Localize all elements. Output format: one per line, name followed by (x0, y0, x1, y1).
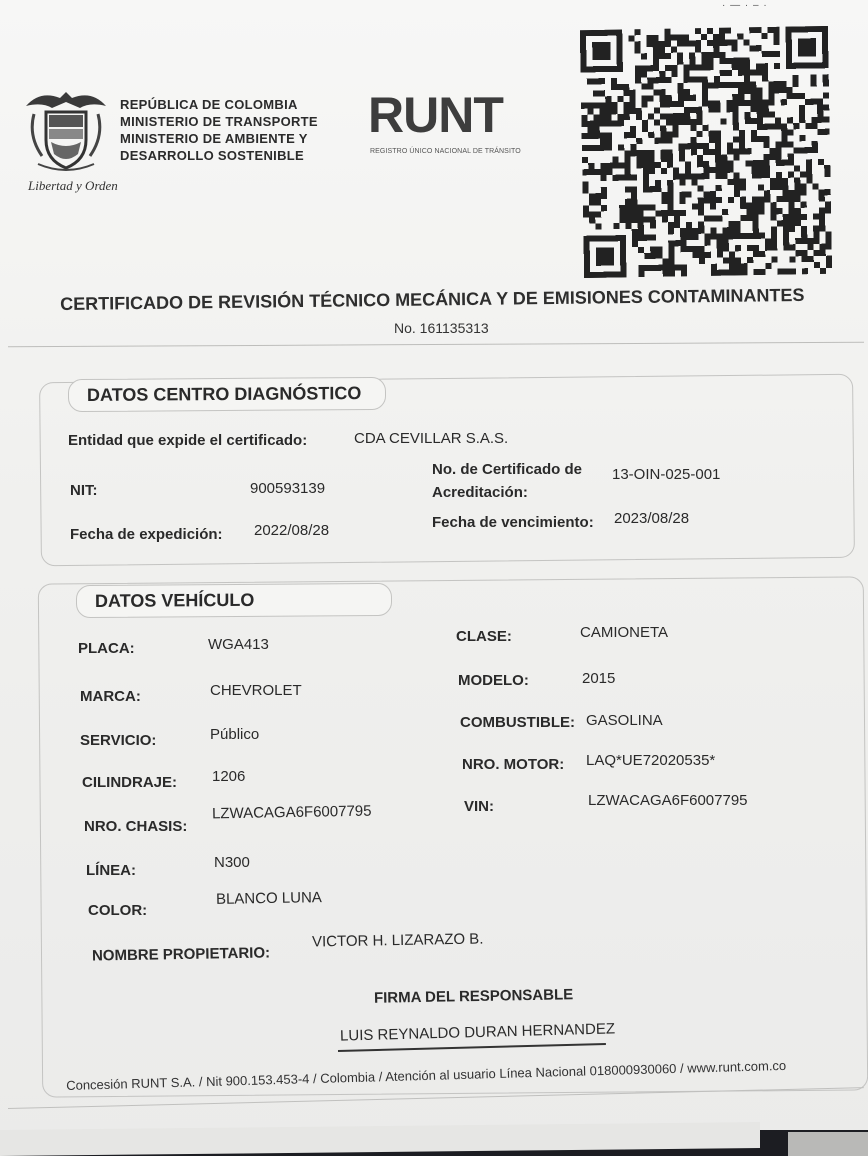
entity-label: Entidad que expide el certificado: (68, 432, 308, 449)
expiry-date-value: 2023/08/28 (614, 510, 690, 527)
linea-value: N300 (214, 854, 250, 871)
cilindraje-label: CILINDRAJE: (82, 774, 178, 791)
ministry-line: DESARROLLO SOSTENIBLE (120, 148, 304, 163)
corner-shadow (788, 1132, 868, 1156)
owner-label: NOMBRE PROPIETARIO: (91, 944, 271, 965)
ministries-block (120, 96, 318, 164)
motor-value: LAQ*UE72020535* (586, 752, 716, 769)
accreditation-label: No. de Certificado de Acreditación: (432, 461, 583, 501)
entity-value: CDA CEVILLAR S.A.S. (354, 430, 509, 447)
signature-label: FIRMA DEL RESPONSABLE (373, 986, 574, 1007)
ministry-line: MINISTERIO DE TRANSPORTE (120, 114, 318, 129)
qr-code-icon (578, 26, 834, 278)
combustible-value: GASOLINA (586, 712, 663, 729)
placa-label: PLACA: (78, 640, 135, 657)
combustible-label: COMBUSTIBLE: (460, 714, 575, 731)
ministry-line: MINISTERIO DE AMBIENTE Y (120, 131, 308, 146)
runt-subtitle: REGISTRO ÚNICO NACIONAL DE TRÁNSITO (370, 148, 521, 155)
issue-date-value: 2022/08/28 (254, 522, 330, 539)
servicio-value: Público (210, 726, 260, 743)
vehicle-panel (38, 576, 868, 1097)
modelo-value: 2015 (582, 670, 616, 687)
cilindraje-value: 1206 (212, 768, 246, 785)
clase-value: CAMIONETA (580, 624, 669, 641)
certificate-number: No. 161135313 (394, 320, 489, 336)
certificate-title: CERTIFICADO DE REVISIÓN TÉCNICO MECÁNICA Y DE EMISIONES CONTAMINANTES (60, 284, 805, 314)
servicio-label: SERVICIO: (80, 732, 157, 749)
vin-value: LZWACAGA6F6007795 (588, 792, 748, 809)
expiry-date-label: Fecha de vencimiento: (432, 514, 594, 531)
nit-value: 900593139 (250, 480, 326, 497)
divider (8, 342, 864, 347)
diagnostic-center-heading: DATOS CENTRO DIAGNÓSTICO (68, 377, 386, 412)
color-label: COLOR: (88, 902, 148, 919)
issue-date-label: Fecha de expedición: (70, 526, 223, 543)
top-edge-marks: · — · – · (722, 0, 768, 11)
coat-of-arms-icon (20, 84, 112, 176)
marca-label: MARCA: (80, 688, 141, 705)
table-surface (0, 1130, 868, 1156)
paper-edge (0, 1122, 760, 1156)
linea-label: LÍNEA: (86, 862, 136, 879)
ministry-line: REPÚBLICA DE COLOMBIA (120, 97, 298, 112)
motto: Libertad y Orden (28, 178, 118, 193)
modelo-label: MODELO: (458, 672, 529, 689)
marca-value: CHEVROLET (210, 682, 302, 699)
footer-text: Concesión RUNT S.A. / Nit 900.153.453-4 / Colombia / Atención al usuario Línea Nacional 018000930060 / www.runt.com.co (66, 1057, 787, 1093)
clase-label: CLASE: (456, 628, 512, 645)
chasis-label: NRO. CHASIS: (84, 818, 188, 835)
runt-logo: RUNT (368, 87, 503, 143)
accreditation-value: 13-OIN-025-001 (612, 466, 721, 483)
signature-name: LUIS REYNALDO DURAN HERNANDEZ (339, 1020, 616, 1045)
motor-label: NRO. MOTOR: (462, 756, 565, 773)
nit-label: NIT: (70, 482, 98, 499)
chasis-value: LZWACAGA6F6007795 (211, 802, 372, 823)
vehicle-heading: DATOS VEHÍCULO (76, 583, 392, 618)
owner-value: VICTOR H. LIZARAZO B. (311, 930, 484, 951)
vin-label: VIN: (464, 798, 494, 815)
color-value: BLANCO LUNA (215, 889, 323, 908)
placa-value: WGA413 (208, 636, 269, 653)
